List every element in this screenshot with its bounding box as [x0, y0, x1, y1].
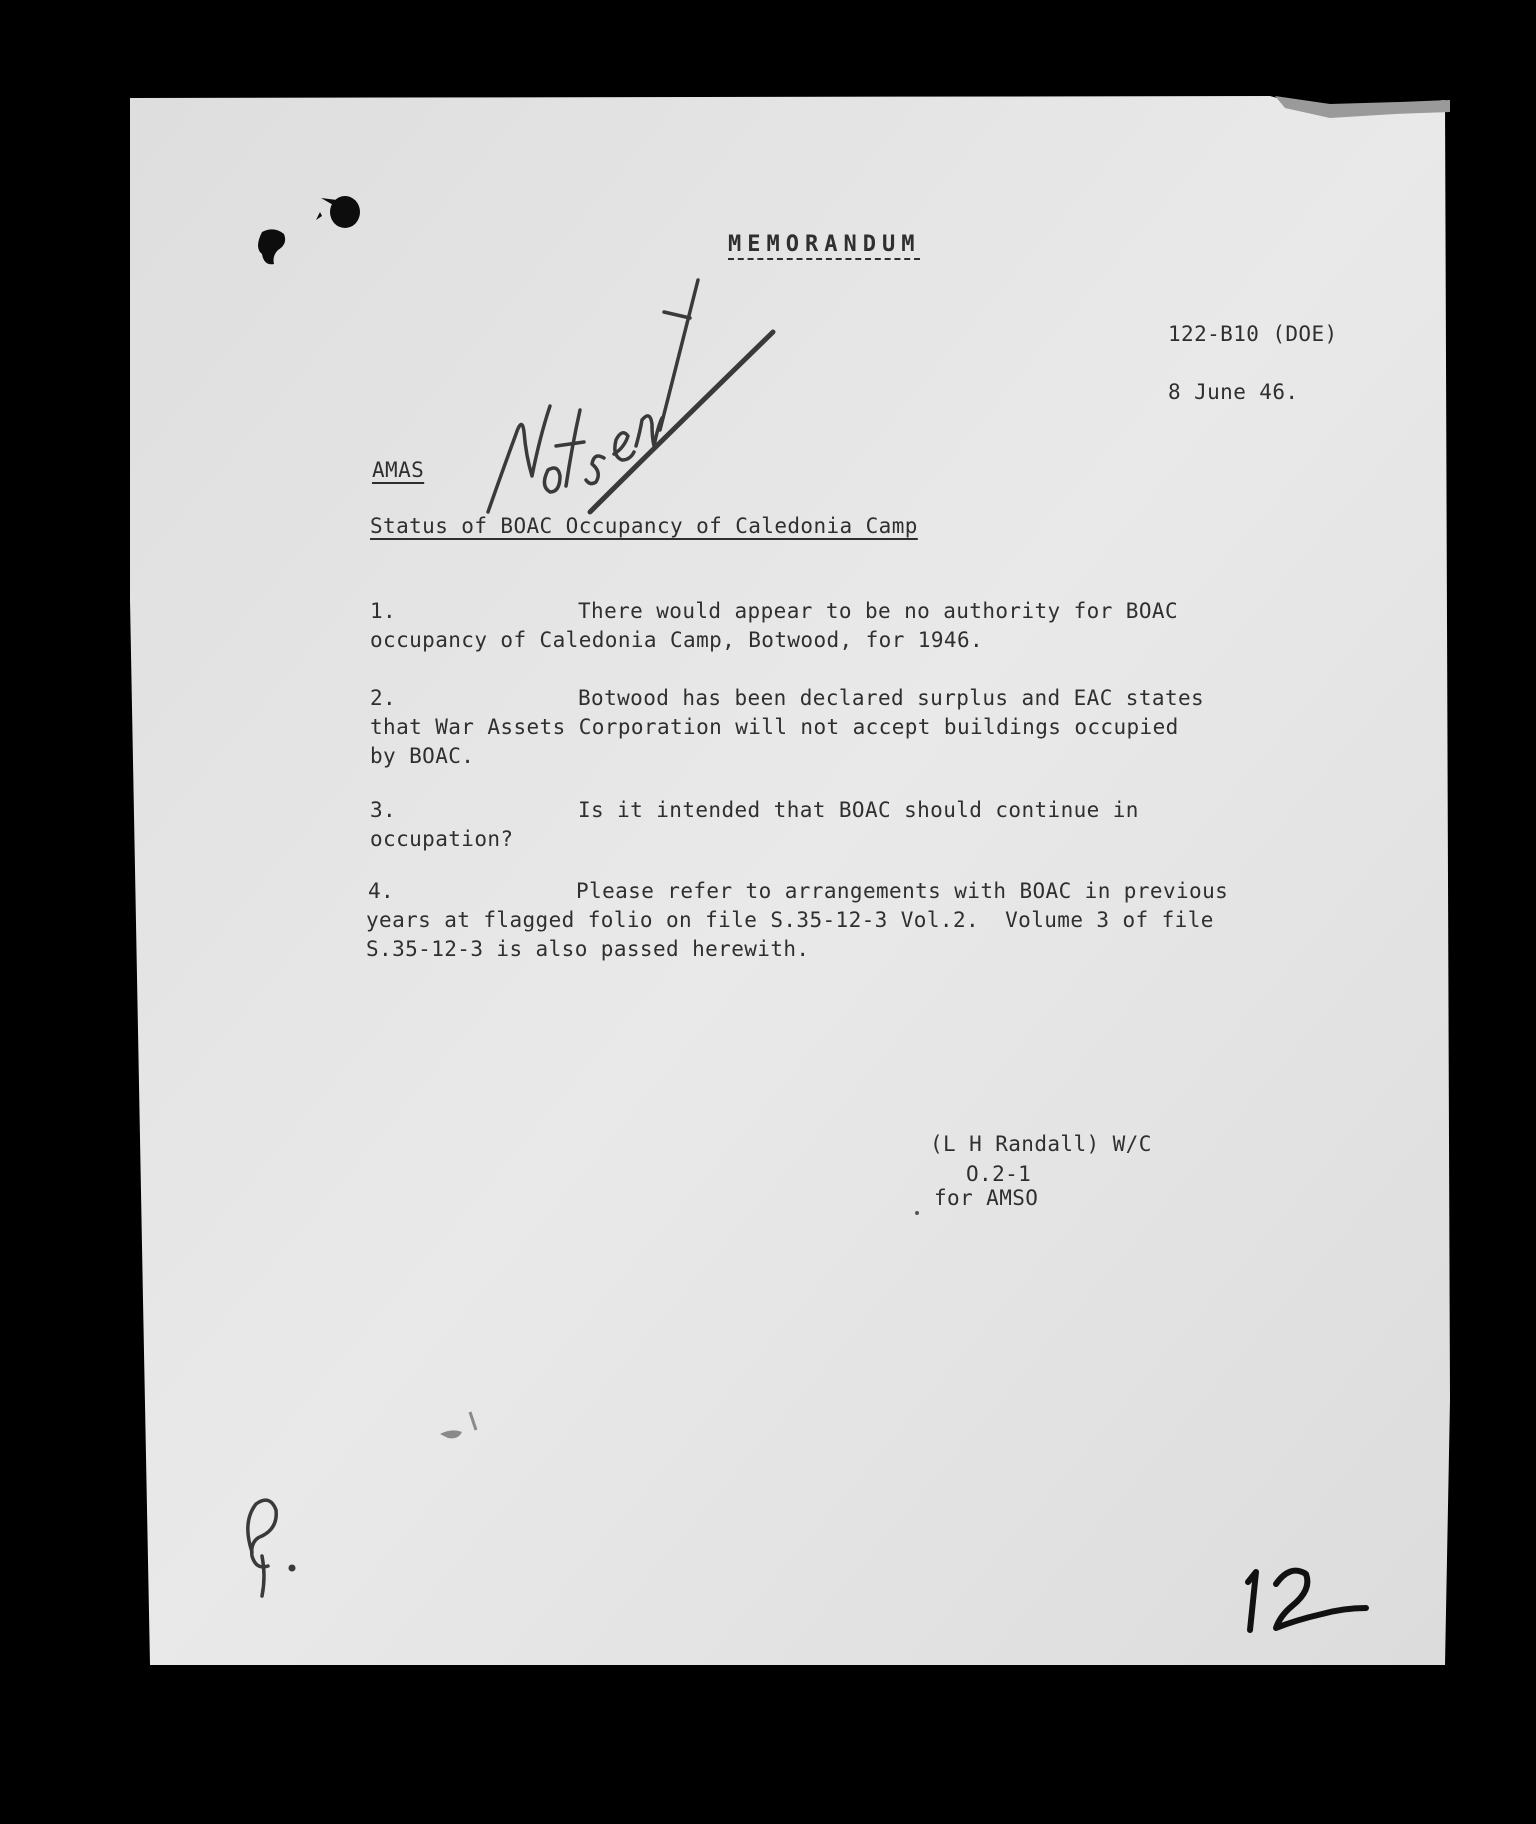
paragraph-line: years at flagged folio on file S.35-12-3 Vol.2. Volume 3 of file	[366, 908, 1214, 932]
paragraph-line: Is it intended that BOAC should continue in	[578, 798, 1139, 822]
memo-addressee: AMAS	[372, 458, 425, 482]
paragraph-line: occupation?	[370, 827, 514, 851]
paragraph-line: Botwood has been declared surplus and EAC states	[578, 686, 1205, 710]
paragraph-number: 2.	[370, 686, 397, 710]
paragraph-line: There would appear to be no authority for BOAC	[578, 599, 1178, 623]
paragraph-line: Please refer to arrangements with BOAC in previous	[576, 879, 1229, 903]
signature-name: (L H Randall) W/C	[930, 1132, 1152, 1156]
paragraph-number: 3.	[370, 798, 397, 822]
paragraph-number: 1.	[370, 599, 397, 623]
paragraph-number: 4.	[368, 879, 395, 903]
paragraph-line: by BOAC.	[370, 744, 475, 768]
memo-date: 8 June 46.	[1168, 380, 1299, 404]
paragraph-line: S.35-12-3 is also passed herewith.	[366, 937, 810, 961]
signature-position: O.2-1	[966, 1162, 1032, 1186]
paragraph-line: occupancy of Caledonia Camp, Botwood, for 1946.	[370, 628, 984, 652]
memo-title: MEMORANDUM	[728, 232, 921, 257]
paragraph-line: that War Assets Corporation will not accept buildings occupied	[370, 715, 1179, 739]
signature-for: for AMSO	[934, 1186, 1039, 1210]
memo-reference: 122-B10 (DOE)	[1168, 322, 1338, 346]
memo-subject: Status of BOAC Occupancy of Caledonia Camp	[370, 514, 918, 538]
